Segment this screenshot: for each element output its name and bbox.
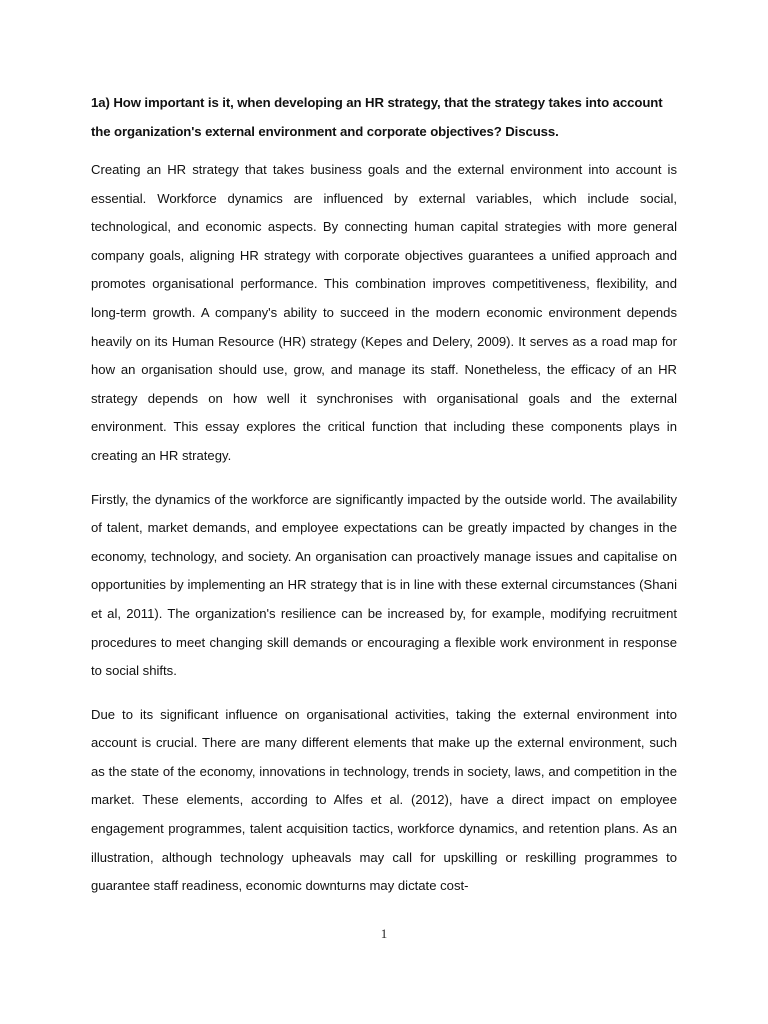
page-number: 1 <box>380 926 388 941</box>
question-heading: 1a) How important is it, when developing an HR strategy, that the strategy takes into account the organization's external environment and corporate objectives? Discuss. <box>91 95 663 139</box>
paragraph-workforce-dynamics: Firstly, the dynamics of the workforce are significantly impacted by the outside world. The availability of talent, market demands, and employee expectations can be greatly impacted by changes in the economy, technology, and society. An organisation can proactively manage issues and capitalise on opportunities by implementing an HR strategy that is in line with these external circumstances (Shani et al, 2011). The organization's resilience can be increased by, for example, modifying recruitment procedures to meet changing skill demands or encouraging a flexible work environment in response to social shifts. <box>91 491 677 679</box>
paragraph-external-environment: Due to its significant influence on organisational activities, taking the external environment into account is crucial. There are many different elements that make up the external environment, such as the state of the economy, innovations in technology, trends in society, laws, and competition in the market. These elements, according to Alfes et al. (2012), have a direct impact on employee engagement programmes, talent acquisition tactics, workforce dynamics, and retention plans. As an illustration, although technology upheavals may call for upskilling or reskilling programmes to guarantee staff readiness, economic downturns may dictate cost- <box>91 706 677 894</box>
document-body <box>91 88 677 916</box>
paragraph-intro: Creating an HR strategy that takes business goals and the external environment into account is essential. Workforce dynamics are influenced by external variables, which include social, technological, and economic aspects. By connecting human capital strategies with more general company goals, aligning HR strategy with corporate objectives guarantees a unified approach and promotes organisational performance. This combination improves competitiveness, flexibility, and long-term growth. A company's ability to succeed in the modern economic environment depends heavily on its Human Resource (HR) strategy (Kepes and Delery, 2009). It serves as a road map for how an organisation should use, grow, and manage its staff. Nonetheless, the efficacy of an HR strategy depends on how well it synchronises with organisational goals and the external environment. This essay explores the critical function that including these components plays in creating an HR strategy. <box>91 162 677 463</box>
